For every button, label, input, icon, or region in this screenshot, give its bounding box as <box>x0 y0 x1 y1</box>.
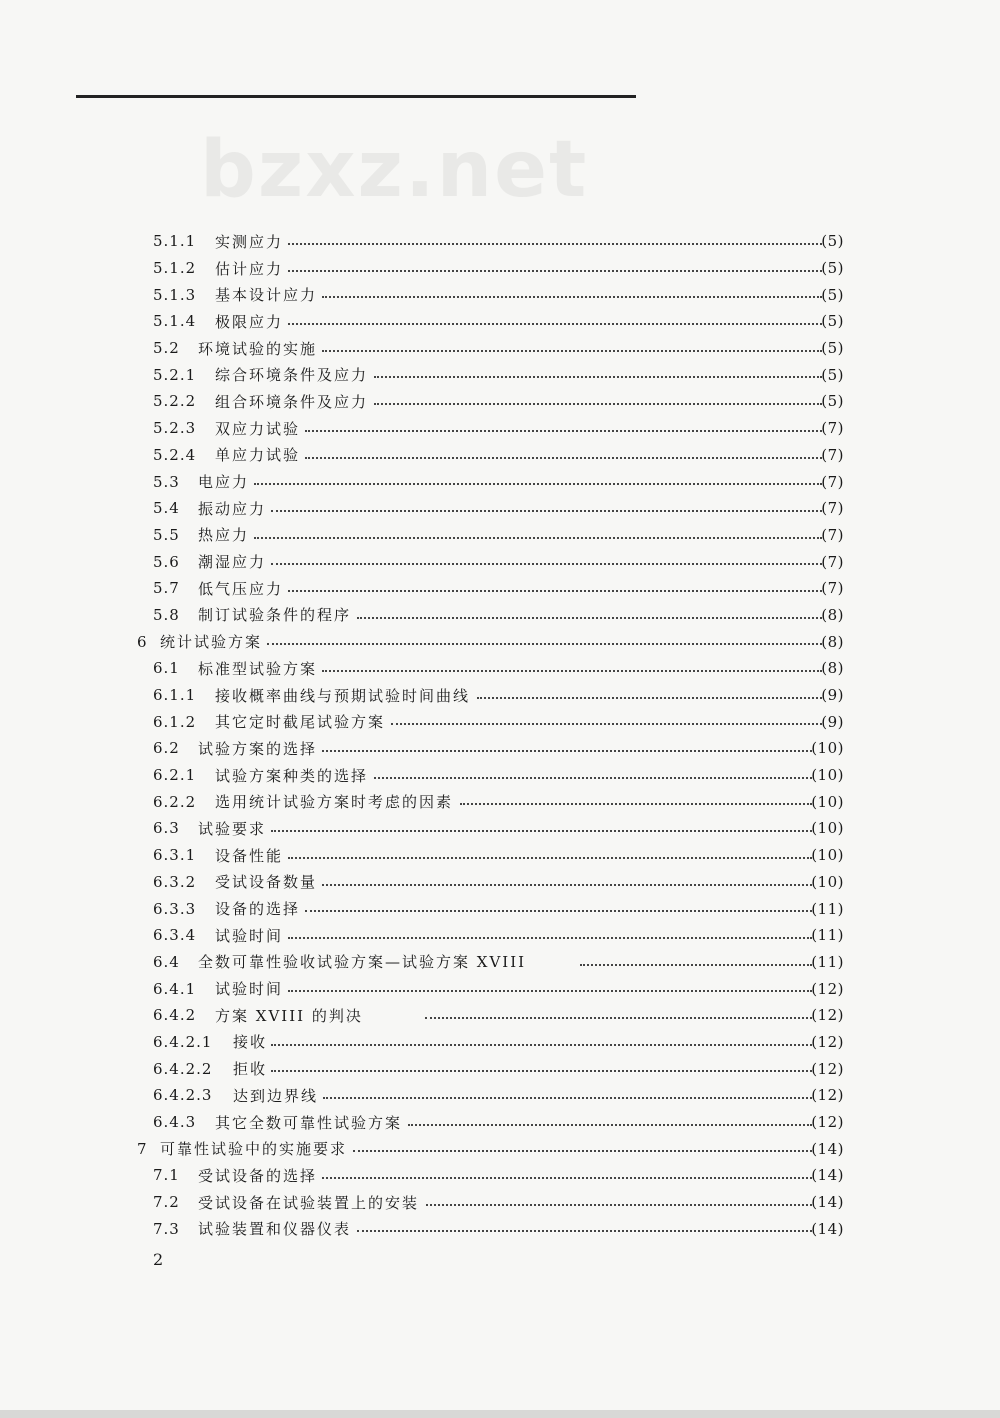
toc-section-number: 5.8 <box>153 605 180 624</box>
toc-section-title: 试验时间 <box>215 980 284 999</box>
toc-dot-leader <box>357 617 822 619</box>
toc-page-number: (10) <box>811 819 844 838</box>
toc-section-number: 5.1.2 <box>153 259 197 278</box>
toc-section-number: 6.4.2.2 <box>153 1059 213 1078</box>
toc-page-number: (12) <box>811 1032 844 1051</box>
toc-entry[interactable] <box>0 788 1000 815</box>
toc-section-number: 6.1 <box>153 659 180 678</box>
toc-section-title: 受试设备的选择 <box>198 1166 318 1185</box>
toc-page-number: (7) <box>821 472 844 491</box>
toc-dot-leader <box>305 910 812 912</box>
toc-entry[interactable] <box>0 442 1000 469</box>
toc-section-title: 标准型试验方案 <box>198 659 318 678</box>
toc-section-number: 5.2.1 <box>153 365 197 384</box>
toc-entry[interactable] <box>0 922 1000 949</box>
toc-dot-leader <box>357 1230 812 1232</box>
toc-section-title: 其它全数可靠性试验方案 <box>215 1113 403 1132</box>
toc-section-title: 单应力试验 <box>215 446 301 465</box>
toc-page-number: (5) <box>821 392 844 411</box>
toc-dot-leader <box>374 403 822 405</box>
toc-section-number: 6.1.2 <box>153 712 197 731</box>
toc-entry[interactable] <box>0 308 1000 335</box>
toc-section-number: 6.4.2.3 <box>153 1086 213 1105</box>
toc-entry[interactable] <box>0 949 1000 976</box>
toc-page-number: (8) <box>821 659 844 678</box>
toc-dot-leader <box>391 723 822 725</box>
toc-section-number: 5.2.4 <box>153 445 197 464</box>
toc-dot-leader <box>426 1204 812 1206</box>
toc-dot-leader <box>254 483 822 485</box>
toc-page-number: (11) <box>811 899 844 918</box>
table-of-contents <box>0 228 1000 1242</box>
toc-page-number: (5) <box>821 285 844 304</box>
toc-dot-leader <box>288 857 812 859</box>
toc-entry[interactable] <box>0 255 1000 282</box>
toc-section-title: 热应力 <box>198 526 250 545</box>
toc-page-number: (10) <box>811 872 844 891</box>
toc-section-number: 6.2.2 <box>153 792 197 811</box>
toc-page-number: (5) <box>821 365 844 384</box>
toc-section-title: 设备的选择 <box>215 900 301 919</box>
toc-section-number: 6.3 <box>153 819 180 838</box>
toc-section-title: 受试设备数量 <box>215 873 318 892</box>
toc-entry[interactable] <box>0 895 1000 922</box>
toc-page-number: (12) <box>811 1086 844 1105</box>
toc-dot-leader <box>477 697 822 699</box>
toc-page-number: (9) <box>821 686 844 705</box>
toc-entry[interactable] <box>0 522 1000 549</box>
toc-section-number: 7.2 <box>153 1193 180 1212</box>
toc-section-title: 达到边界线 <box>233 1086 319 1105</box>
toc-section-number: 6.4.1 <box>153 979 197 998</box>
scan-bottom-edge <box>0 1410 1000 1418</box>
toc-dot-leader <box>322 670 822 672</box>
toc-section-number: 6.4.3 <box>153 1113 197 1132</box>
toc-dot-leader <box>322 750 812 752</box>
toc-section-number: 6 <box>137 632 148 651</box>
toc-section-title: 受试设备在试验装置上的安装 <box>198 1193 420 1212</box>
toc-section-title: 制订试验条件的程序 <box>198 606 352 625</box>
toc-dot-leader <box>271 1070 812 1072</box>
toc-entry[interactable] <box>0 1002 1000 1029</box>
toc-entry[interactable] <box>0 1055 1000 1082</box>
toc-page-number: (9) <box>821 712 844 731</box>
toc-page-number: (7) <box>821 579 844 598</box>
toc-entry[interactable] <box>0 682 1000 709</box>
toc-page-number: (12) <box>811 979 844 998</box>
toc-dot-leader <box>288 270 822 272</box>
toc-page-number: (5) <box>821 259 844 278</box>
toc-page-number: (7) <box>821 445 844 464</box>
toc-section-number: 5.1.1 <box>153 232 197 251</box>
toc-entry[interactable] <box>0 735 1000 762</box>
toc-dot-leader <box>425 1017 812 1019</box>
toc-dot-leader <box>408 1124 812 1126</box>
toc-dot-leader <box>322 1177 812 1179</box>
toc-page-number: (5) <box>821 312 844 331</box>
toc-dot-leader <box>322 296 822 298</box>
toc-page-number: (11) <box>811 952 844 971</box>
toc-page-number: (10) <box>811 846 844 865</box>
toc-entry[interactable] <box>0 842 1000 869</box>
toc-section-title: 极限应力 <box>215 312 284 331</box>
toc-section-title: 接收 <box>233 1033 268 1052</box>
toc-entry[interactable] <box>0 335 1000 362</box>
toc-section-title: 可靠性试验中的实施要求 <box>160 1140 348 1159</box>
toc-section-number: 5.3 <box>153 472 180 491</box>
toc-section-number: 6.3.2 <box>153 872 197 891</box>
toc-entry[interactable] <box>0 602 1000 629</box>
toc-dot-leader <box>271 1044 812 1046</box>
toc-section-title: 环境试验的实施 <box>198 339 318 358</box>
toc-dot-leader <box>288 243 822 245</box>
toc-entry[interactable] <box>0 1162 1000 1189</box>
toc-page-number: (11) <box>811 926 844 945</box>
toc-page-number: (7) <box>821 419 844 438</box>
toc-entry[interactable] <box>0 869 1000 896</box>
toc-entry[interactable] <box>0 468 1000 495</box>
toc-section-number: 5.4 <box>153 499 180 518</box>
toc-page-number: (5) <box>821 339 844 358</box>
toc-page-number: (10) <box>811 792 844 811</box>
toc-entry[interactable] <box>0 388 1000 415</box>
toc-entry[interactable] <box>0 975 1000 1002</box>
toc-dot-leader <box>374 777 812 779</box>
toc-dot-leader <box>322 884 812 886</box>
toc-dot-leader <box>580 964 812 966</box>
toc-dot-leader <box>254 537 822 539</box>
toc-page-number: (14) <box>811 1139 844 1158</box>
toc-entry[interactable] <box>0 628 1000 655</box>
page-number: 2 <box>153 1250 164 1269</box>
toc-entry[interactable] <box>0 548 1000 575</box>
toc-section-title: 设备性能 <box>215 846 284 865</box>
toc-section-number: 5.2.2 <box>153 392 197 411</box>
toc-section-number: 6.4 <box>153 952 180 971</box>
toc-section-number: 5.2 <box>153 339 180 358</box>
toc-section-title: 振动应力 <box>198 499 267 518</box>
toc-entry[interactable] <box>0 655 1000 682</box>
toc-section-title: 选用统计试验方案时考虑的因素 <box>215 793 454 812</box>
toc-section-number: 6.1.1 <box>153 686 197 705</box>
header-rule <box>76 95 636 98</box>
toc-page-number: (8) <box>821 605 844 624</box>
toc-page-number: (12) <box>811 1059 844 1078</box>
toc-dot-leader <box>288 937 812 939</box>
toc-entry[interactable] <box>0 495 1000 522</box>
toc-section-title: 试验方案的选择 <box>198 739 318 758</box>
toc-dot-leader <box>374 376 822 378</box>
toc-section-number: 6.2.1 <box>153 766 197 785</box>
toc-dot-leader <box>305 430 822 432</box>
toc-page-number: (8) <box>821 632 844 651</box>
toc-section-number: 6.2 <box>153 739 180 758</box>
toc-section-number: 6.3.1 <box>153 846 197 865</box>
toc-dot-leader <box>288 323 822 325</box>
toc-page-number: (7) <box>821 499 844 518</box>
toc-entry[interactable] <box>0 575 1000 602</box>
toc-page-number: (12) <box>811 1006 844 1025</box>
toc-section-title: 接收概率曲线与预期试验时间曲线 <box>215 686 471 705</box>
toc-entry[interactable] <box>0 1029 1000 1056</box>
toc-section-title: 双应力试验 <box>215 419 301 438</box>
toc-section-title: 试验装置和仪器仪表 <box>198 1220 352 1239</box>
toc-entry[interactable] <box>0 708 1000 735</box>
toc-section-title: 估计应力 <box>215 259 284 278</box>
toc-section-title: 统计试验方案 <box>160 633 263 652</box>
toc-page-number: (7) <box>821 525 844 544</box>
toc-entry[interactable] <box>0 281 1000 308</box>
toc-section-number: 5.1.4 <box>153 312 197 331</box>
toc-section-title: 电应力 <box>198 473 250 492</box>
toc-section-title: 试验方案种类的选择 <box>215 766 369 785</box>
toc-dot-leader <box>288 990 812 992</box>
toc-section-number: 5.2.3 <box>153 419 197 438</box>
toc-entry[interactable] <box>0 1082 1000 1109</box>
toc-dot-leader <box>460 803 812 805</box>
toc-entry[interactable] <box>0 228 1000 255</box>
toc-section-number: 7.1 <box>153 1166 180 1185</box>
toc-section-number: 7.3 <box>153 1219 180 1238</box>
toc-page-number: (14) <box>811 1166 844 1185</box>
toc-section-title: 拒收 <box>233 1060 268 1079</box>
toc-dot-leader <box>305 457 822 459</box>
watermark: bzxz.net <box>200 125 589 215</box>
toc-page-number: (10) <box>811 766 844 785</box>
toc-entry[interactable] <box>0 1109 1000 1136</box>
toc-section-number: 6.3.3 <box>153 899 197 918</box>
toc-section-number: 5.1.3 <box>153 285 197 304</box>
toc-page-number: (10) <box>811 739 844 758</box>
toc-dot-leader <box>288 590 822 592</box>
toc-section-title: 基本设计应力 <box>215 286 318 305</box>
toc-entry[interactable] <box>0 415 1000 442</box>
toc-section-number: 5.7 <box>153 579 180 598</box>
toc-entry[interactable] <box>0 762 1000 789</box>
toc-section-title: 试验要求 <box>198 819 267 838</box>
toc-section-title: 试验时间 <box>215 926 284 945</box>
toc-dot-leader <box>323 1097 812 1099</box>
toc-entry[interactable] <box>0 361 1000 388</box>
toc-entry[interactable] <box>0 815 1000 842</box>
toc-dot-leader <box>271 563 822 565</box>
toc-section-title: 实测应力 <box>215 232 284 251</box>
toc-section-number: 5.5 <box>153 525 180 544</box>
toc-page-number: (14) <box>811 1219 844 1238</box>
toc-dot-leader <box>322 350 822 352</box>
toc-dot-leader <box>271 510 822 512</box>
toc-section-title: 其它定时截尾试验方案 <box>215 713 386 732</box>
toc-entry[interactable] <box>0 1189 1000 1216</box>
toc-entry[interactable] <box>0 1215 1000 1242</box>
toc-page-number: (7) <box>821 552 844 571</box>
toc-page-number: (12) <box>811 1113 844 1132</box>
toc-section-number: 6.3.4 <box>153 926 197 945</box>
toc-section-title: 综合环境条件及应力 <box>215 366 369 385</box>
toc-section-title: 全数可靠性验收试验方案—试验方案 XVIII <box>198 953 527 972</box>
toc-dot-leader <box>271 830 812 832</box>
toc-section-title: 低气压应力 <box>198 579 284 598</box>
toc-section-number: 6.4.2.1 <box>153 1032 213 1051</box>
toc-section-number: 7 <box>137 1139 148 1158</box>
toc-page-number: (14) <box>811 1193 844 1212</box>
toc-section-number: 5.6 <box>153 552 180 571</box>
toc-page-number: (5) <box>821 232 844 251</box>
toc-dot-leader <box>267 643 822 645</box>
toc-dot-leader <box>353 1150 812 1152</box>
toc-section-title: 方案 XVIII 的判决 <box>215 1006 363 1025</box>
toc-section-title: 组合环境条件及应力 <box>215 392 369 411</box>
toc-section-title: 潮湿应力 <box>198 553 267 572</box>
toc-section-number: 6.4.2 <box>153 1006 197 1025</box>
toc-entry[interactable] <box>0 1135 1000 1162</box>
